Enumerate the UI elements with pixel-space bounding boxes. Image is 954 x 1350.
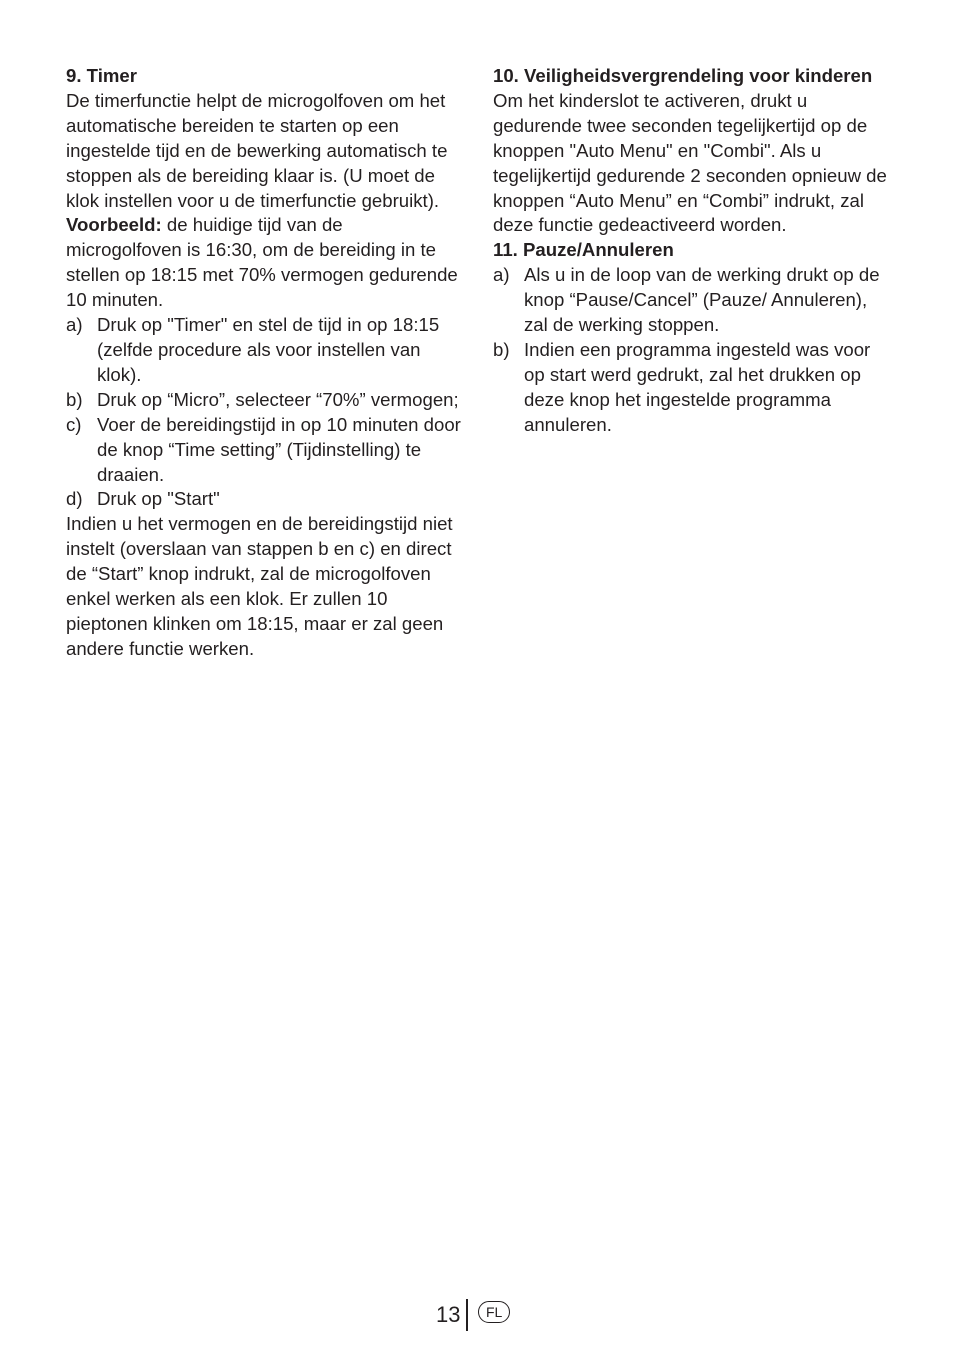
timer-closing: Indien u het vermogen en de bereidingstijd niet instelt (overslaan van stappen b en c) en direct de “Start” knop indrukt, zal de microgolfoven enkel werken als een klok. Er zullen 10 pieptonen klinken om 18:15, maar er zal geen andere functie werken. <box>66 513 453 659</box>
example-label: Voorbeeld: <box>66 214 162 236</box>
timer-steps <box>66 313 461 512</box>
left-column <box>66 64 461 662</box>
section-heading-child-lock: 10. Veiligheidsvergrendeling voor kinderen <box>493 65 873 86</box>
pause-steps <box>493 263 889 437</box>
right-column <box>493 64 889 438</box>
timer-intro: De timerfunctie helpt de microgolfoven om het automatische bereiden te starten op een ingestelde tijd en de bewerking automatisch te stoppen als de bereiding klaar is. (U moet de klok instellen voor u de timerfunctie gebruikt). <box>66 89 448 211</box>
section-heading-pause-cancel: 11. Pauze/Annuleren <box>493 239 674 261</box>
list-item <box>66 487 461 512</box>
list-item-text: Druk op “Micro”, selecteer “70%” vermogen; <box>97 388 459 410</box>
list-item-text: Als u in de loop van de werking drukt op de knop “Pause/Cancel” (Pauze/ Annuleren), zal de werking stoppen. <box>524 264 880 336</box>
language-badge: FL <box>478 1301 510 1323</box>
list-item <box>66 388 461 413</box>
list-item <box>66 313 461 388</box>
list-item-text: Druk op "Timer" en stel de tijd in op 18:15 (zelfde procedure als voor instellen van klok). <box>97 314 440 385</box>
list-marker: b) <box>493 338 510 360</box>
section-heading-timer: 9. Timer <box>66 65 137 86</box>
page-number: 13 <box>436 1302 461 1327</box>
list-marker: b) <box>66 388 83 410</box>
list-marker: c) <box>66 413 82 435</box>
list-marker: d) <box>66 488 83 510</box>
list-marker: a) <box>493 264 510 286</box>
page-footer <box>436 1298 510 1332</box>
list-marker: a) <box>66 314 83 336</box>
footer-divider <box>466 1299 468 1331</box>
list-item <box>493 263 889 338</box>
example-text: de huidige tijd van de microgolfoven is 16:30, om de bereiding in te stellen op 18:15 met 70% vermogen gedurende 10 minuten. <box>66 214 458 311</box>
list-item <box>66 413 461 488</box>
list-item <box>493 338 889 438</box>
list-item-text: Voer de bereidingstijd in op 10 minuten door de knop “Time setting” (Tijdinstelling) te draaien. <box>97 413 461 485</box>
child-lock-body: Om het kinderslot te activeren, drukt u gedurende twee seconden tegelijkertijd op de knoppen "Auto Menu" en "Combi". Als u tegelijkertijd gedurende 2 seconden opnieuw de knoppen “Auto Menu” en “Combi” indrukt, zal deze functie gedeactiveerd worden. <box>493 89 887 236</box>
timer-example <box>66 213 461 313</box>
list-item-text: Indien een programma ingesteld was voor op start werd gedrukt, zal het drukken op deze knop het ingestelde programma annuleren. <box>524 338 871 435</box>
list-item-text: Druk op "Start" <box>97 488 220 510</box>
